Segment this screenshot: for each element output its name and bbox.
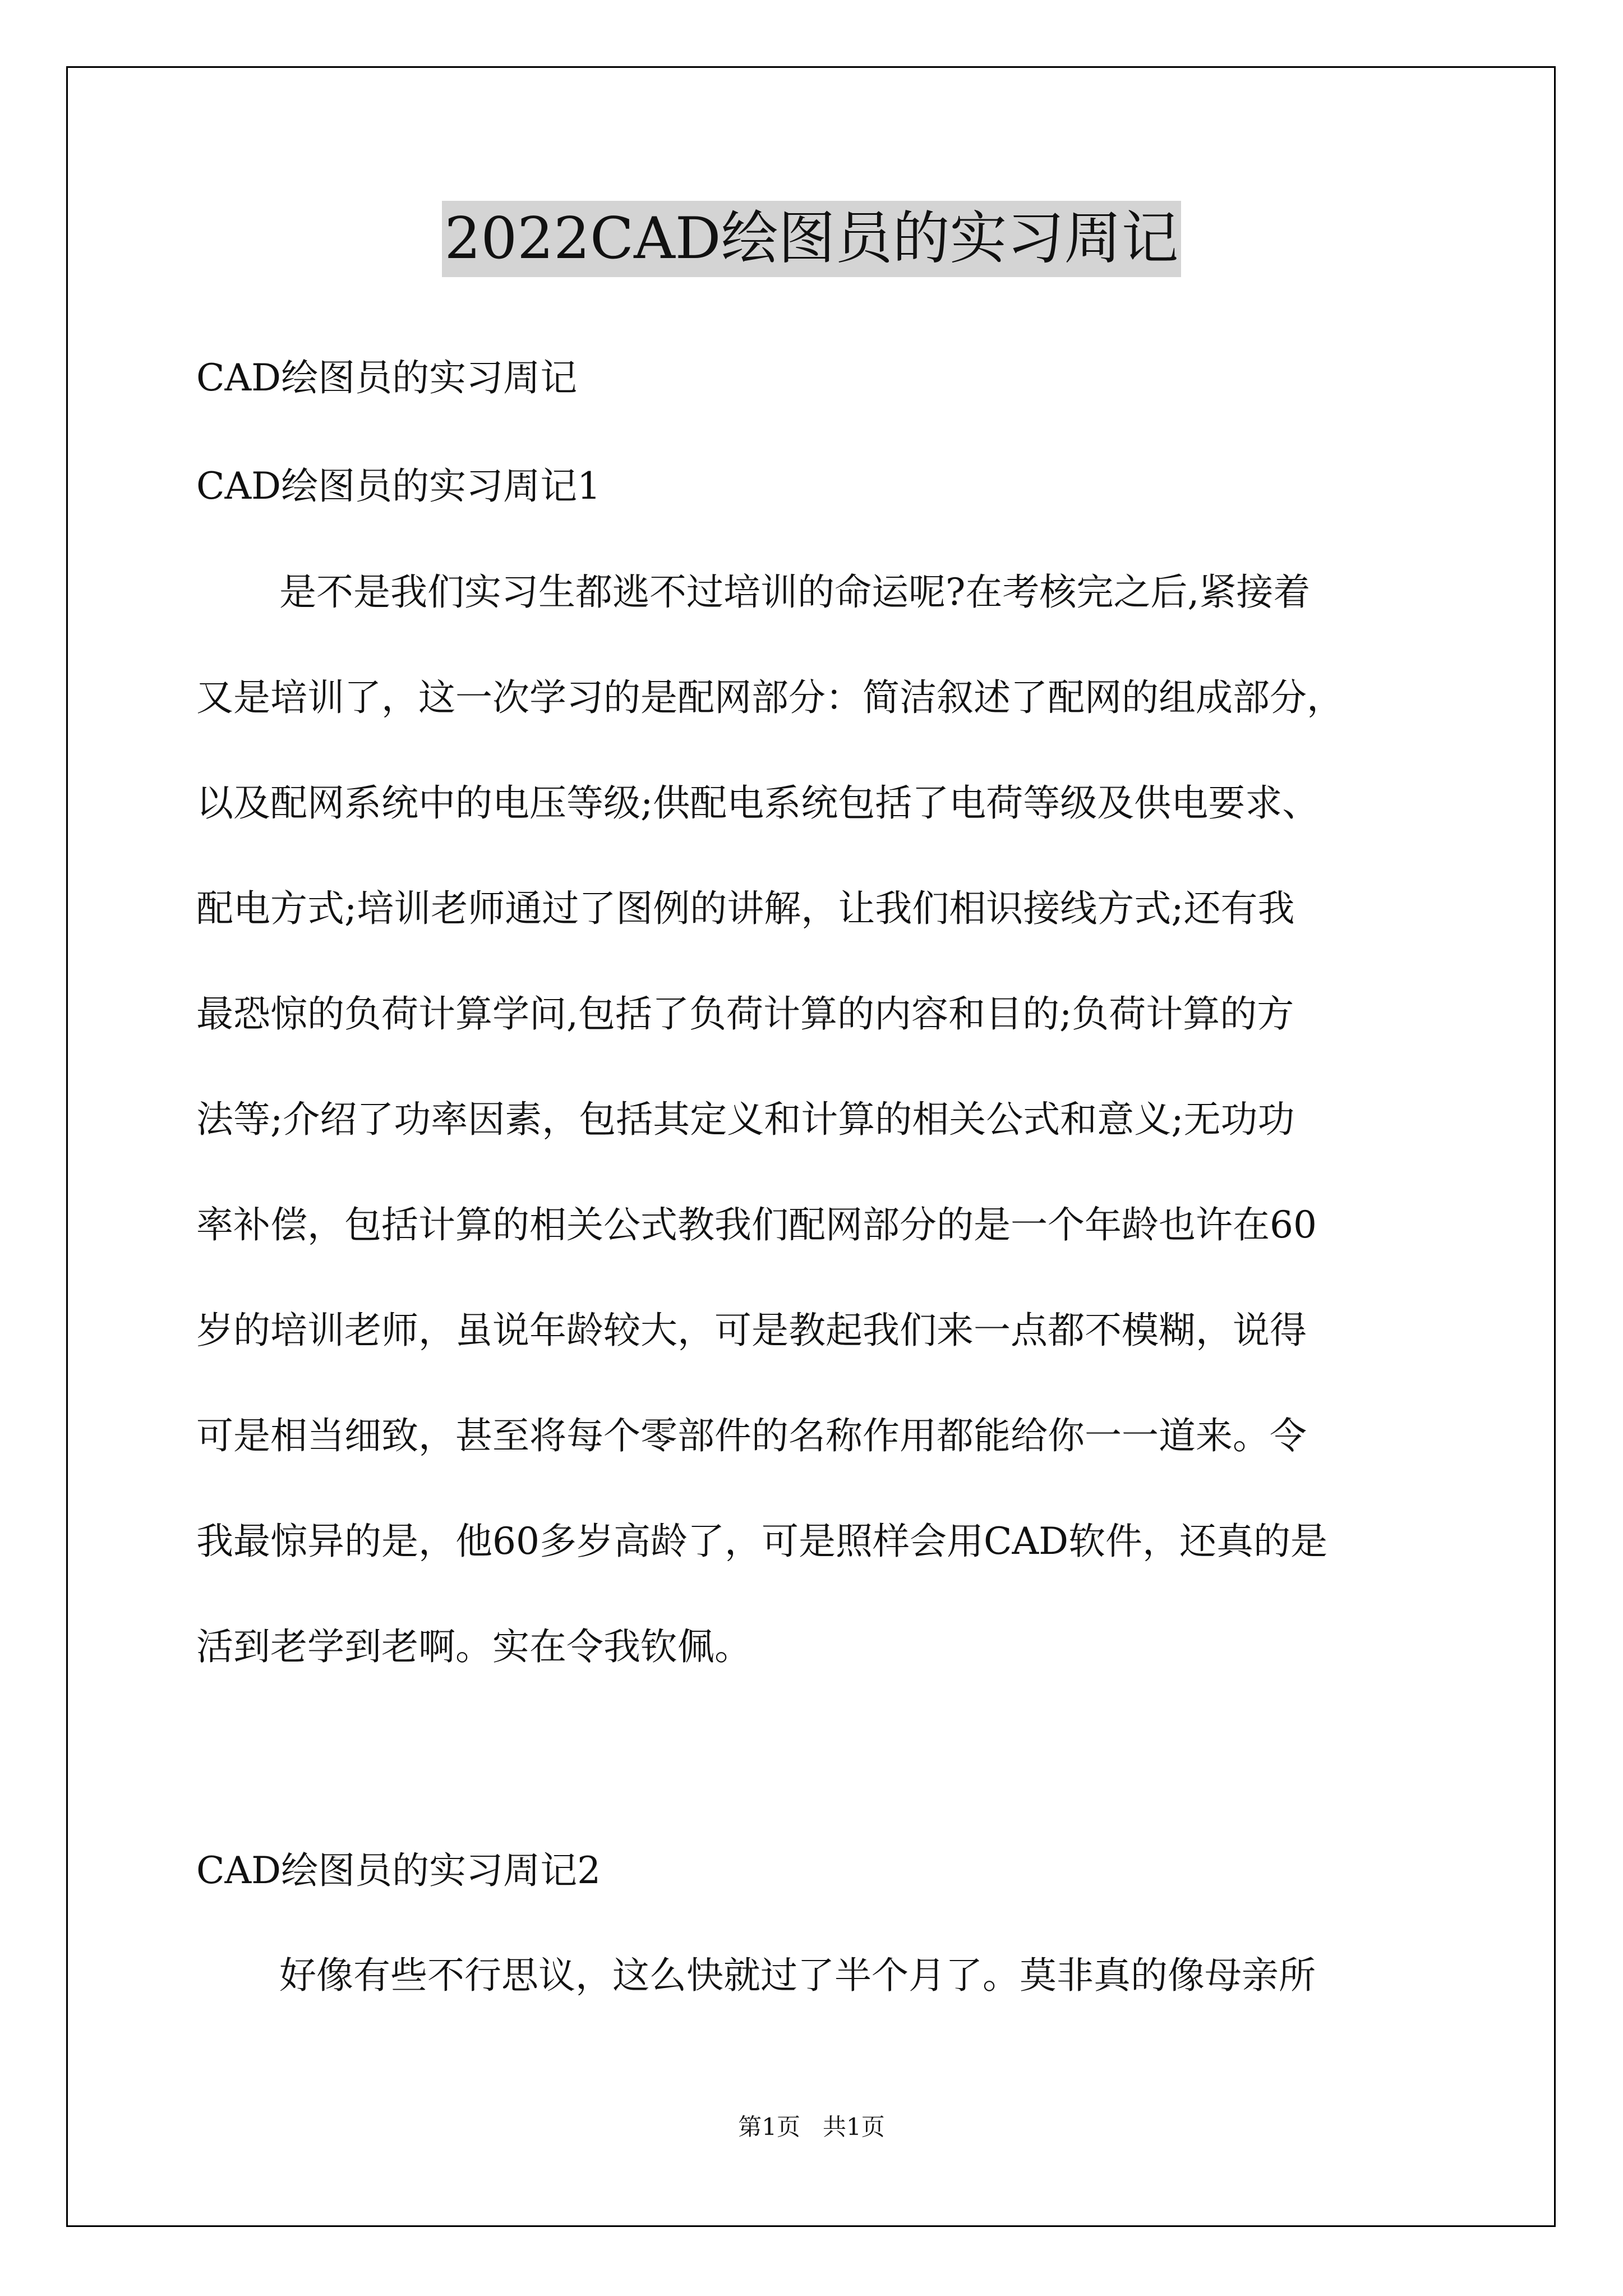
paragraph-line: 可是相当细致，甚至将每个零部件的名称作用都能给你一一道来。令: [196, 1414, 1307, 1457]
paragraph-line: 以及配网系统中的电压等级;供配电系统包括了电荷等级及供电要求、: [196, 781, 1320, 825]
paragraph-line: 活到老学到老啊。实在令我钦佩。: [196, 1625, 751, 1668]
section-1-heading: CAD绘图员的实习周记1: [196, 464, 601, 508]
paragraph-line: 法等;介绍了功率因素，包括其定义和计算的相关公式和意义;无功功: [196, 1098, 1295, 1141]
paragraph-line: 好像有些不行思议，这么快就过了半个月了。莫非真的像母亲所: [279, 1954, 1316, 1997]
page-footer: 第1页 共1页: [738, 2113, 885, 2141]
paragraph-line: 又是培训了，这一次学习的是配网部分：简洁叙述了配网的组成部分，: [196, 676, 1344, 719]
section-2-heading: CAD绘图员的实习周记2: [196, 1849, 601, 1892]
paragraph-line: 率补偿，包括计算的相关公式教我们配网部分的是一个年龄也许在60: [196, 1203, 1317, 1246]
paragraph-line: 配电方式;培训老师通过了图例的讲解，让我们相识接线方式;还有我: [196, 887, 1295, 930]
document-title: 2022CAD绘图员的实习周记: [442, 201, 1181, 277]
section-2-body: [196, 1923, 1463, 2028]
document-subtitle: CAD绘图员的实习周记: [196, 356, 578, 399]
title-container: [0, 201, 1623, 277]
section-1-body: [196, 540, 1463, 1700]
paragraph-line: 是不是我们实习生都逃不过培训的命运呢?在考核完之后,紧接着: [279, 570, 1311, 614]
paragraph-line: 岁的培训老师，虽说年龄较大，可是教起我们来一点都不模糊，说得: [196, 1309, 1307, 1352]
paragraph-line: 最恐惊的负荷计算学问,包括了负荷计算的内容和目的;负荷计算的方: [196, 992, 1294, 1036]
paragraph-line: 我最惊异的是，他60多岁高龄了，可是照样会用CAD软件，还真的是: [196, 1520, 1328, 1563]
